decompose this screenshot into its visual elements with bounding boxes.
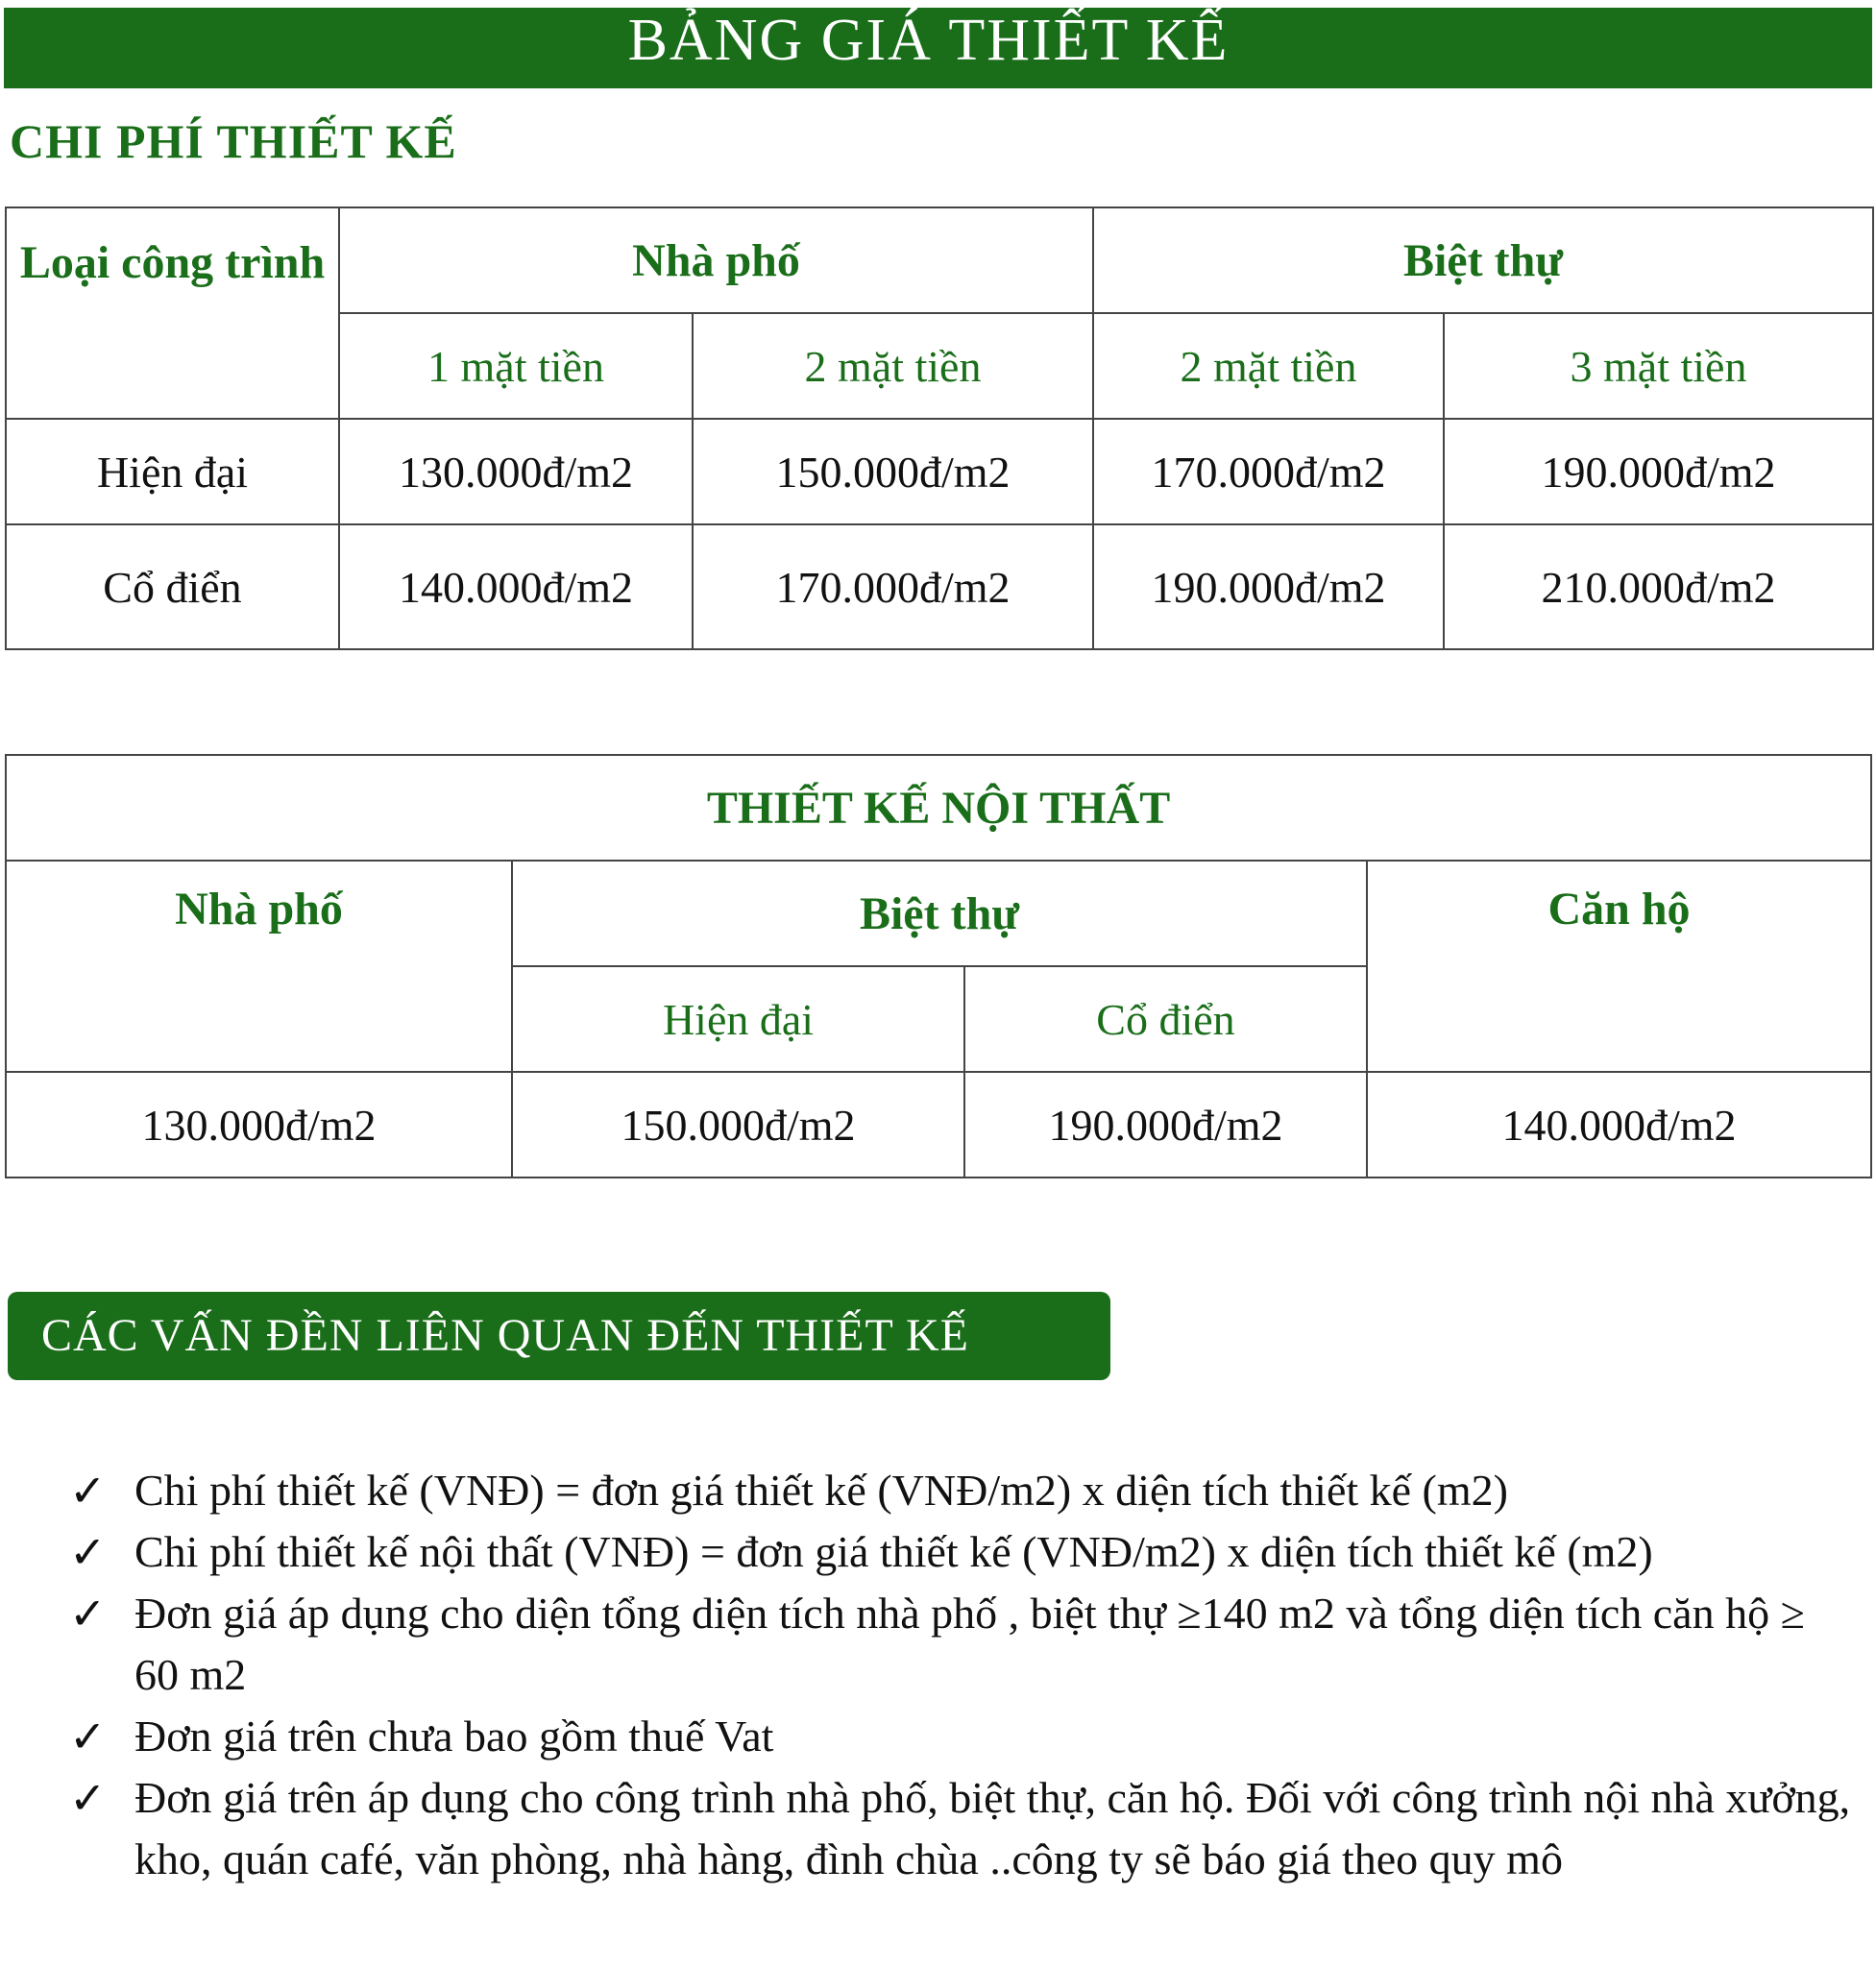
design-cost-table: [5, 206, 1874, 650]
table-row: [6, 419, 1873, 524]
price-cell: 170.000đ/m2: [1093, 419, 1444, 524]
note-text: Đơn giá trên áp dụng cho công trình nhà phố, biệt thự, căn hộ. Đối với công trình nội nhà xưởng, kho, quán café, văn phòng, nhà hàng, đình chùa ..công ty sẽ báo giá theo quy mô: [134, 1773, 1851, 1883]
col-label-building-type: Loại công trình: [6, 207, 339, 419]
price-cell: 130.000đ/m2: [339, 419, 693, 524]
checkmark-icon: ✓: [69, 1465, 107, 1517]
checkmark-icon: ✓: [69, 1526, 107, 1578]
subheader-classic: Cổ điển: [964, 966, 1367, 1072]
banner-title: BẢNG GIÁ THIẾT KẾ: [627, 8, 1230, 73]
price-cell: 130.000đ/m2: [6, 1072, 512, 1178]
row-label-modern: Hiện đại: [6, 419, 339, 524]
row-label-classic: Cổ điển: [6, 524, 339, 649]
list-item: [0, 1706, 1876, 1767]
page-banner: [4, 8, 1872, 88]
related-issues-heading: [8, 1292, 1110, 1380]
note-text: Đơn giá áp dụng cho diện tổng diện tích nhà phố , biệt thự ≥140 m2 và tổng diện tích căn hộ ≥ 60 m2: [134, 1589, 1805, 1699]
price-cell: 150.000đ/m2: [512, 1072, 964, 1178]
interior-design-table: [5, 754, 1872, 1178]
group-header-townhouse: Nhà phố: [339, 207, 1093, 313]
interior-table-title: THIẾT KẾ NỘI THẤT: [6, 755, 1871, 861]
header-villa: Biệt thự: [512, 861, 1367, 966]
checkmark-icon: ✓: [69, 1711, 107, 1762]
price-cell: 190.000đ/m2: [1444, 419, 1873, 524]
subheader-townhouse-1-front: 1 mặt tiền: [339, 313, 693, 419]
table-row: [6, 524, 1873, 649]
price-cell: 210.000đ/m2: [1444, 524, 1873, 649]
related-issues-heading-text: CÁC VẤN ĐỀN LIÊN QUAN ĐẾN THIẾT KẾ: [41, 1310, 969, 1361]
note-text: Chi phí thiết kế nội thất (VNĐ) = đơn giá thiết kế (VNĐ/m2) x diện tích thiết kế (m2): [134, 1527, 1653, 1576]
price-cell: 140.000đ/m2: [339, 524, 693, 649]
checkmark-icon: ✓: [69, 1772, 107, 1824]
header-townhouse: Nhà phố: [6, 861, 512, 1072]
list-item: [0, 1583, 1876, 1706]
note-text: Chi phí thiết kế (VNĐ) = đơn giá thiết kế (VNĐ/m2) x diện tích thiết kế (m2): [134, 1466, 1508, 1515]
subheader-townhouse-2-front: 2 mặt tiền: [693, 313, 1093, 419]
checkmark-icon: ✓: [69, 1588, 107, 1639]
price-cell: 190.000đ/m2: [1093, 524, 1444, 649]
header-apartment: Căn hộ: [1367, 861, 1871, 1072]
notes-list: [0, 1460, 1876, 1890]
price-cell: 170.000đ/m2: [693, 524, 1093, 649]
price-cell: 150.000đ/m2: [693, 419, 1093, 524]
table-row: [6, 1072, 1871, 1178]
price-cell: 190.000đ/m2: [964, 1072, 1367, 1178]
subheader-villa-2-front: 2 mặt tiền: [1093, 313, 1444, 419]
design-cost-heading: CHI PHÍ THIẾT KẾ: [10, 114, 457, 168]
group-header-villa: Biệt thự: [1093, 207, 1873, 313]
price-cell: 140.000đ/m2: [1367, 1072, 1871, 1178]
list-item: [0, 1521, 1876, 1583]
list-item: [0, 1460, 1876, 1521]
note-text: Đơn giá trên chưa bao gồm thuế Vat: [134, 1712, 774, 1761]
subheader-villa-3-front: 3 mặt tiền: [1444, 313, 1873, 419]
list-item: [0, 1767, 1876, 1890]
subheader-modern: Hiện đại: [512, 966, 964, 1072]
